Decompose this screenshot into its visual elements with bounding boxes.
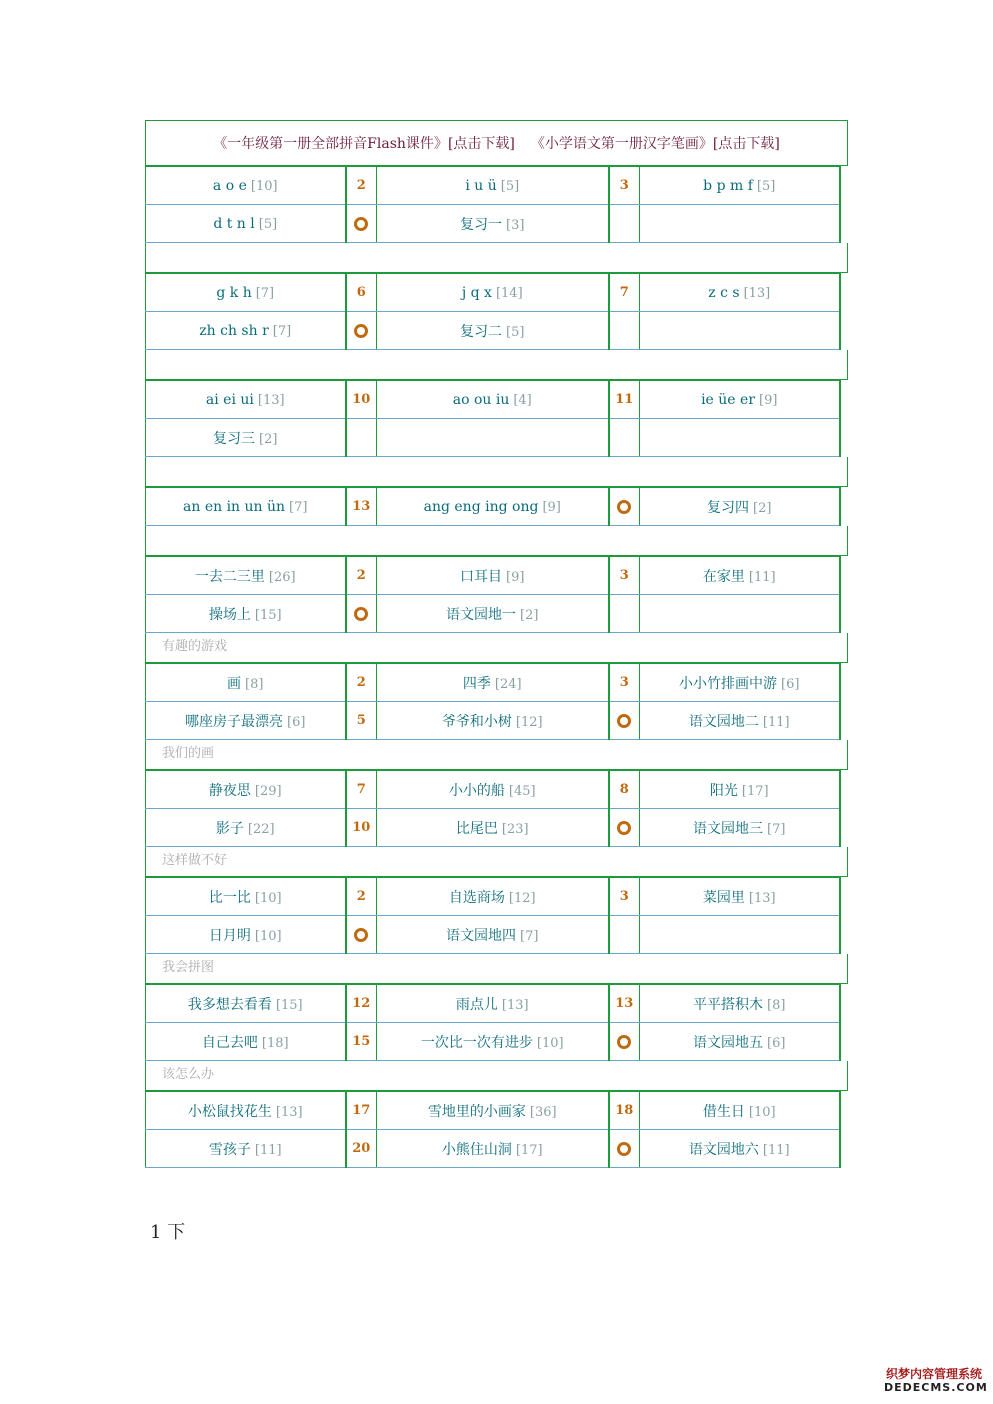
lesson-number: 2 [346,664,377,702]
lesson-count: [13] [257,392,285,408]
lesson-title[interactable]: ie üe er [701,391,756,408]
brand-line-1: 织梦内容管理系统 [885,1367,982,1381]
lesson-number: 6 [346,274,377,312]
lesson-cell[interactable] [146,985,346,1023]
lesson-count: [7] [255,285,275,301]
lesson-cell[interactable] [640,381,840,419]
lesson-title[interactable]: i u ü [465,177,497,194]
lesson-count: [14] [495,285,523,301]
lesson-number: 11 [609,381,640,419]
download-header [145,120,848,166]
lesson-number: 18 [609,1092,640,1130]
lesson-number: 3 [609,557,640,595]
lesson-count: [11] [254,1142,282,1158]
lesson-title[interactable]: ang eng ing ong [423,498,539,515]
lesson-number: 3 [609,167,640,205]
lesson-table [145,487,841,526]
lesson-table [145,770,841,847]
lesson-title[interactable]: g k h [216,284,252,301]
lesson-count: [22] [247,821,275,837]
lesson-cell[interactable] [377,664,609,702]
lesson-count: [11] [748,569,776,585]
table-row [146,702,840,740]
lesson-cell[interactable] [146,771,346,809]
lesson-count: [11] [762,1142,790,1158]
lesson-title[interactable]: ao ou iu [452,391,510,408]
link-pinyin-action[interactable]: [点击下载] [447,136,515,152]
lesson-title[interactable]: b p m f [703,177,753,194]
lesson-table [145,984,841,1061]
lesson-number: 15 [346,1023,377,1061]
lesson-cell[interactable] [146,878,346,916]
table-row [146,419,840,457]
lesson-count: [7] [767,821,786,837]
lesson-cell[interactable] [640,488,840,526]
lesson-table [145,166,841,243]
review-ring-icon [617,714,631,728]
table-row [146,1092,840,1130]
lesson-count: [10] [250,178,278,194]
lesson-title[interactable]: 借生日 [702,1103,745,1120]
table-row [146,167,840,205]
lesson-cell[interactable] [377,595,609,633]
section-header: 该怎么办 [145,1061,848,1091]
lesson-cell[interactable] [640,702,840,740]
lesson-title[interactable]: 比一比 [208,889,251,906]
lesson-number: 17 [346,1092,377,1130]
table-row [146,916,840,954]
lesson-count: [12] [515,714,543,730]
lesson-number: 3 [609,664,640,702]
lesson-number: 7 [346,771,377,809]
lesson-cell[interactable] [146,1023,346,1061]
page-footer: 1 下 [150,1222,186,1243]
lesson-number [346,312,377,350]
link-stroke-title[interactable]: 《小学语文第一册汉字笔画》 [530,136,713,152]
lesson-title[interactable]: 雪地里的小画家 [427,1103,526,1120]
link-stroke-action[interactable]: [点击下载] [712,136,780,152]
section-header [145,243,848,273]
lesson-number [609,809,640,847]
table-row [146,488,840,526]
lesson-table [145,380,841,457]
review-ring-icon [617,500,631,514]
lesson-cell[interactable] [146,702,346,740]
link-pinyin-courseware[interactable] [213,133,515,153]
lesson-cell[interactable] [146,488,346,526]
lesson-cell[interactable] [377,916,609,954]
lesson-count: [7] [289,499,308,515]
lesson-title[interactable]: 语文园地四 [446,927,517,944]
lesson-title[interactable]: 操场上 [208,606,251,623]
lesson-title[interactable]: 小熊住山洞 [441,1141,512,1158]
lesson-count: [5] [500,178,520,194]
lesson-cell[interactable] [640,878,840,916]
lesson-cell[interactable] [640,167,840,205]
lesson-number [346,595,377,633]
table-row [146,771,840,809]
lesson-count: [10] [748,1104,776,1120]
section-header: 我们的画 [145,740,848,770]
lesson-cell[interactable] [377,205,609,243]
table-row [146,664,840,702]
review-ring-icon [617,821,631,835]
lesson-cell[interactable] [640,664,840,702]
lesson-cell[interactable] [146,419,346,457]
lesson-number [346,205,377,243]
section-header: 有趣的游戏 [145,633,848,663]
lesson-title[interactable]: 口耳目 [460,568,503,585]
lesson-count: [9] [542,499,561,515]
link-pinyin-title[interactable]: 《一年级第一册全部拼音Flash课件》 [213,136,448,152]
lesson-count: [5] [258,216,278,232]
lesson-count: [10] [254,928,282,944]
lesson-cell[interactable] [377,1023,609,1061]
lesson-number [609,595,640,633]
lesson-title[interactable]: 小小的船 [448,782,505,799]
lesson-number: 7 [609,274,640,312]
lesson-count: [8] [245,676,264,692]
lesson-title[interactable]: 一次比一次有进步 [420,1034,533,1051]
lesson-cell[interactable] [146,557,346,595]
lesson-number [609,488,640,526]
table-row [146,595,840,633]
lesson-title[interactable]: 语文园地二 [688,713,759,730]
lesson-count: [15] [275,997,303,1013]
table-row [146,205,840,243]
lesson-count: [36] [529,1104,557,1120]
lesson-count: [3] [506,217,525,233]
lesson-count: [6] [287,714,306,730]
lesson-cell[interactable] [377,488,609,526]
lesson-cell[interactable] [377,557,609,595]
lesson-count: [13] [743,285,771,301]
lesson-title[interactable]: 雪孩子 [208,1141,251,1158]
lesson-count: [7] [272,323,292,339]
lesson-count: [17] [741,783,769,799]
table-row [146,1023,840,1061]
lesson-table [145,556,841,633]
lesson-title[interactable]: 自选商场 [448,889,505,906]
lesson-count: [7] [520,928,539,944]
lesson-title[interactable]: 语文园地五 [693,1034,764,1051]
lesson-title[interactable]: 雨点儿 [455,996,498,1013]
lesson-table [145,663,841,740]
lesson-cell[interactable] [377,985,609,1023]
lesson-number [609,205,640,243]
lesson-cell[interactable] [377,702,609,740]
lesson-count: [5] [506,324,525,340]
lesson-number: 2 [346,557,377,595]
lesson-number: 2 [346,167,377,205]
lesson-cell[interactable] [377,167,609,205]
lesson-count: [26] [268,569,296,585]
lesson-number: 2 [346,878,377,916]
lesson-number [609,1130,640,1168]
lesson-title[interactable]: 哪座房子最漂亮 [185,713,284,730]
brand-watermark [884,1367,988,1394]
lesson-cell[interactable] [146,205,346,243]
lesson-title[interactable]: 阳光 [709,782,738,799]
lesson-title[interactable]: 影子 [215,820,244,837]
lesson-index [145,120,848,1168]
lesson-count: [4] [513,392,532,408]
lesson-title[interactable]: 小小竹排画中游 [679,675,778,692]
lesson-number: 13 [346,488,377,526]
lesson-title[interactable]: 爷爷和小树 [441,713,512,730]
lesson-cell[interactable] [640,1092,840,1130]
lesson-number: 10 [346,381,377,419]
link-stroke-courseware[interactable] [531,133,780,153]
lesson-count: [9] [506,569,525,585]
lesson-cell[interactable] [146,274,346,312]
section-header [145,350,848,380]
lesson-number [346,419,377,457]
lesson-cell[interactable] [146,809,346,847]
lesson-cell[interactable] [146,1130,346,1168]
lesson-cell[interactable] [377,312,609,350]
lesson-title[interactable]: j q x [461,284,492,301]
lesson-number: 10 [346,809,377,847]
lesson-table [145,273,841,350]
lesson-number [609,702,640,740]
lesson-number: 3 [609,878,640,916]
section-header [145,457,848,487]
lesson-number [346,916,377,954]
lesson-count: [2] [520,607,539,623]
lesson-cell[interactable] [377,771,609,809]
lesson-number [609,312,640,350]
lesson-title[interactable]: 我多想去看看 [187,996,272,1013]
table-row [146,381,840,419]
section-header: 我会拼图 [145,954,848,984]
lesson-title[interactable]: 平平搭积木 [693,996,764,1013]
table-row [146,878,840,916]
lesson-count: [17] [515,1142,543,1158]
lesson-title[interactable]: 画 [227,675,242,692]
lesson-cell[interactable] [146,916,346,954]
lesson-cell[interactable] [640,809,840,847]
lesson-count: [13] [275,1104,303,1120]
lesson-title[interactable]: 静夜思 [208,782,251,799]
lesson-title[interactable]: 自己去吧 [201,1034,258,1051]
lesson-title[interactable]: 在家里 [702,568,745,585]
lesson-title[interactable]: z c s [708,284,740,301]
lesson-number: 20 [346,1130,377,1168]
lesson-title[interactable]: ai ei ui [205,391,254,408]
table-row [146,809,840,847]
lesson-cell[interactable] [146,167,346,205]
lesson-cell[interactable] [377,809,609,847]
review-ring-icon [354,928,368,942]
review-ring-icon [617,1142,631,1156]
lesson-title[interactable]: 比尾巴 [455,820,498,837]
lesson-count: [6] [781,676,800,692]
lesson-title[interactable]: 复习四 [707,499,750,516]
lesson-title[interactable]: an en in un ün [183,498,286,515]
lesson-title[interactable]: 语文园地六 [688,1141,759,1158]
lesson-table [145,1091,841,1168]
lesson-count: [2] [259,431,278,447]
review-ring-icon [354,324,368,338]
lesson-cell[interactable] [146,595,346,633]
lesson-title[interactable]: a o e [212,177,247,194]
lesson-cell [640,312,840,350]
section-header [145,526,848,556]
lesson-title[interactable]: 一去二三里 [194,568,265,585]
lesson-cell[interactable] [146,312,346,350]
lesson-number: 12 [346,985,377,1023]
lesson-title[interactable]: 小松鼠找花生 [187,1103,272,1120]
lesson-number: 13 [609,985,640,1023]
lesson-number: 5 [346,702,377,740]
lesson-title[interactable]: 复习二 [460,323,503,340]
lesson-cell[interactable] [146,664,346,702]
lesson-title[interactable]: 四季 [462,675,491,692]
lesson-cell [640,205,840,243]
review-ring-icon [354,217,368,231]
lesson-title[interactable]: zh ch sh r [199,322,269,339]
lesson-count: [10] [536,1035,564,1051]
lesson-cell [640,916,840,954]
lesson-cell[interactable] [640,1130,840,1168]
lesson-count: [15] [254,607,282,623]
lesson-cell[interactable] [640,985,840,1023]
lesson-count: [12] [508,890,536,906]
lesson-table [145,877,841,954]
lesson-count: [23] [501,821,529,837]
lesson-title[interactable]: 语文园地一 [446,606,517,623]
lesson-cell[interactable] [640,274,840,312]
lesson-cell[interactable] [640,771,840,809]
lesson-count: [45] [508,783,536,799]
lesson-number [609,916,640,954]
lesson-count: [29] [254,783,282,799]
lesson-count: [13] [748,890,776,906]
lesson-count: [6] [767,1035,786,1051]
lesson-cell [640,595,840,633]
lesson-title[interactable]: 复习三 [213,430,256,447]
section-header: 这样做不好 [145,847,848,877]
lesson-title[interactable]: 日月明 [208,927,251,944]
table-row [146,1130,840,1168]
lesson-count: [24] [494,676,522,692]
table-row [146,557,840,595]
lesson-count: [2] [753,500,772,516]
lesson-number [609,419,640,457]
lesson-cell[interactable] [377,274,609,312]
lesson-cell[interactable] [146,381,346,419]
review-ring-icon [617,1035,631,1049]
lesson-title[interactable]: 语文园地三 [693,820,764,837]
lesson-cell[interactable] [377,1130,609,1168]
lesson-cell[interactable] [640,557,840,595]
lesson-count: [5] [756,178,776,194]
table-row [146,312,840,350]
lesson-number [609,1023,640,1061]
table-row [146,274,840,312]
lesson-cell [640,419,840,457]
lesson-count: [13] [501,997,529,1013]
review-ring-icon [354,607,368,621]
lesson-count: [9] [759,392,778,408]
lesson-cell[interactable] [377,381,609,419]
lesson-count: [11] [762,714,790,730]
lesson-title[interactable]: 复习一 [460,216,503,233]
lesson-cell[interactable] [640,1023,840,1061]
lesson-blocks [145,166,848,1168]
lesson-title[interactable]: d t n l [213,215,255,232]
table-row [146,985,840,1023]
lesson-number: 8 [609,771,640,809]
lesson-title[interactable]: 菜园里 [702,889,745,906]
lesson-count: [10] [254,890,282,906]
lesson-count: [8] [767,997,786,1013]
brand-line-2: DEDECMS.COM [884,1381,988,1394]
lesson-cell[interactable] [377,878,609,916]
lesson-cell[interactable] [377,1092,609,1130]
lesson-cell[interactable] [146,1092,346,1130]
lesson-count: [18] [261,1035,289,1051]
lesson-cell [377,419,609,457]
